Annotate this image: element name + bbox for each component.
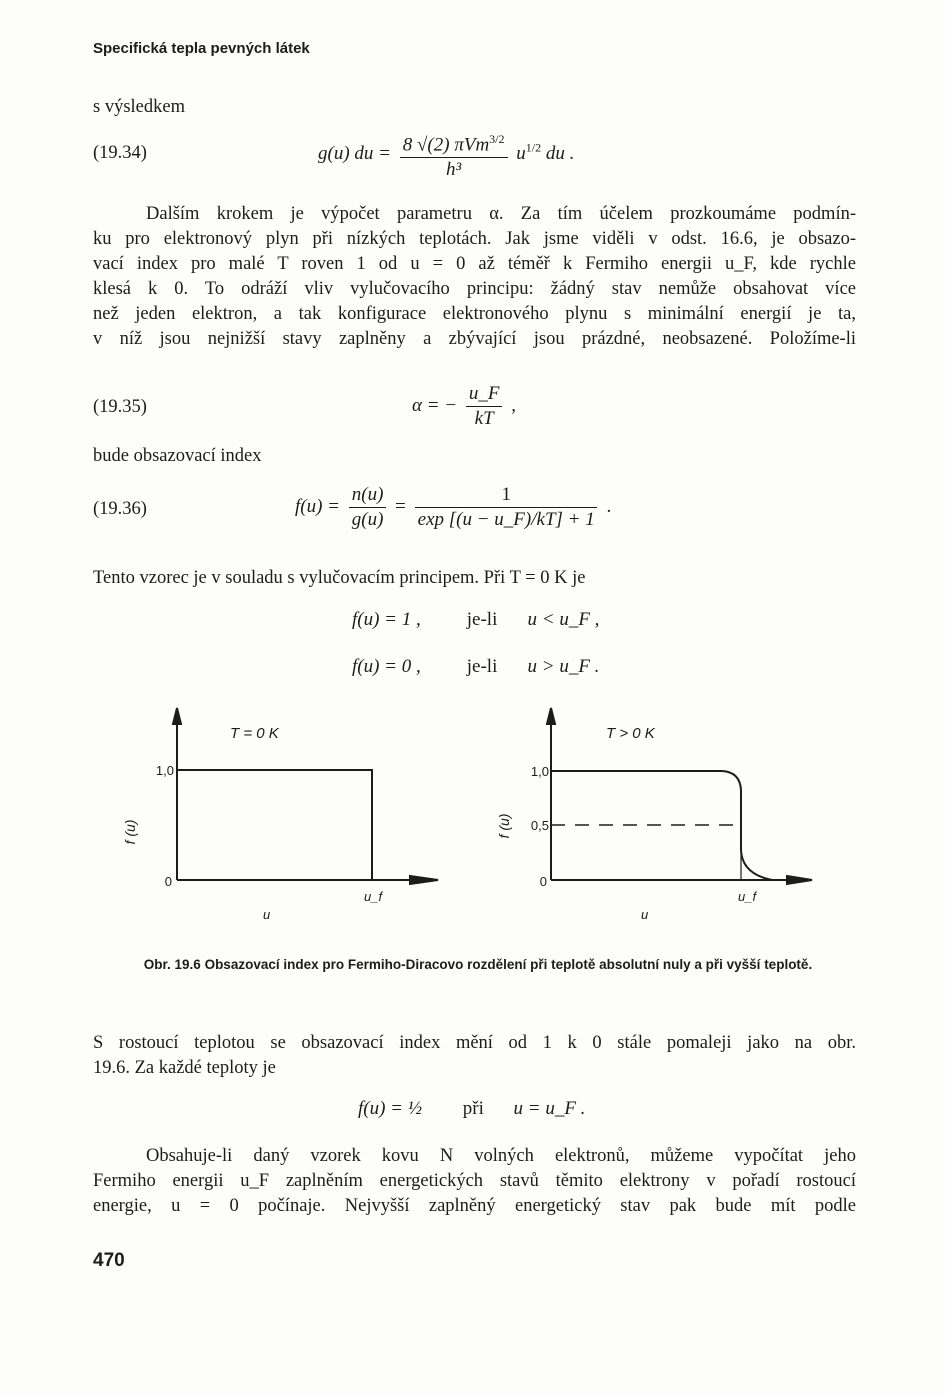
- intro-line: s výsledkem: [93, 97, 185, 117]
- eq-number-19-36: (19.36): [93, 499, 147, 519]
- right-x-label: u: [641, 907, 649, 922]
- left-x-label: u: [263, 907, 271, 922]
- eq-19-34-num-exponent: 3/2: [489, 132, 505, 146]
- right-x-mark: u_f: [738, 889, 757, 904]
- eq-19-36-equals: =: [395, 495, 406, 517]
- right-x-arrow: [787, 876, 812, 884]
- eq-number-19-35: (19.35): [93, 397, 147, 417]
- eq-19-36-fraction-2: [415, 484, 598, 531]
- eq-19-36-frac1-num: n(u): [349, 484, 387, 508]
- para-3-line: energie, u = 0 počínaje. Nejvyšší zaplněný energetický stav pak bude mít podle: [93, 1196, 856, 1216]
- right-y-arrow: [547, 708, 555, 724]
- eq-19-35-lhs: α = −: [412, 394, 458, 416]
- para-1-line: ku pro elektronový plyn při nízkých teplotách. Jak jsme viděli v odst. 16.6, je obsazo-: [93, 229, 856, 249]
- equation-half: [358, 1098, 585, 1120]
- eq-19-35-denominator: kT: [474, 408, 494, 429]
- page-number: 470: [93, 1250, 125, 1271]
- eq-19-36-lhs: f(u) =: [295, 495, 341, 517]
- figure-caption: Obr. 19.6 Obsazovací index pro Fermiho-Diracovo rozdělení při teplotě absolutní nuly a při vyšší teplotě.: [143, 957, 813, 972]
- right-tick-0: 0: [539, 874, 547, 889]
- right-y-label: f (u): [496, 813, 512, 839]
- eq-half-cond: při: [462, 1098, 484, 1119]
- paragraph-2: [93, 1031, 856, 1081]
- case-1-lhs: f(u) = 1 ,: [352, 609, 421, 630]
- eq-19-36-frac1-den: g(u): [351, 509, 384, 530]
- left-y-arrow: [173, 708, 181, 724]
- eq-half-lhs: f(u) = ½: [358, 1098, 423, 1119]
- eq-19-36-tail: .: [606, 495, 612, 517]
- left-plot: [173, 708, 438, 884]
- eq-19-35-tail: ,: [511, 394, 516, 416]
- eq-half-relation: u = u_F .: [513, 1098, 586, 1119]
- left-y-label: f (u): [122, 819, 138, 845]
- equation-19-36: [295, 484, 611, 531]
- case-1-relation: u < u_F ,: [527, 609, 600, 630]
- eq-number-19-34: (19.34): [93, 143, 147, 163]
- para-1-line: v níž jsou nejnižší stavy zaplněny a zbývající jsou prázdné, neobsazené. Položíme-li: [93, 329, 856, 349]
- left-step-curve: [177, 770, 372, 880]
- paragraph-1: [93, 202, 856, 352]
- left-x-arrow: [410, 876, 438, 884]
- equation-19-34: [318, 128, 574, 181]
- case-2-lhs: f(u) = 0 ,: [352, 656, 421, 677]
- mid-line-1: bude obsazovací index: [93, 446, 262, 466]
- running-header: Specifická tepla pevných látek: [93, 40, 310, 57]
- figure-19-6: [0, 700, 945, 950]
- mid-line-2: Tento vzorec je v souladu s vylučovacím principem. Při T = 0 K je: [93, 568, 586, 588]
- para-3-line: Obsahuje-li daný vzorek kovu N volných elektronů, můžeme vypočítat jeho: [146, 1146, 856, 1166]
- paragraph-3: [93, 1144, 856, 1219]
- eq-19-34-rhs-exponent: 1/2: [525, 140, 542, 155]
- right-plot-title: T > 0 K: [606, 725, 655, 742]
- para-2-line: 19.6. Za každé teploty je: [93, 1058, 276, 1078]
- case-2-cond: je-li: [466, 656, 498, 677]
- eq-19-35-numerator: u_F: [466, 383, 503, 407]
- para-2-line: S rostoucí teplotou se obsazovací index mění od 1 k 0 stále pomaleji jako na obr.: [93, 1033, 856, 1053]
- left-plot-title: T = 0 K: [230, 725, 279, 742]
- para-1-line: Dalším krokem je výpočet parametru α. Za tím účelem prozkoumáme podmín-: [146, 204, 856, 224]
- right-plot: [547, 708, 812, 884]
- case-row-2: [352, 656, 599, 678]
- eq-19-34-fraction: [400, 128, 508, 181]
- para-1-line: vací index pro malé T roven 1 od u = 0 až téměř k Fermiho energii u_F, kde rychle: [93, 254, 856, 274]
- right-tick-1: 1,0: [530, 764, 549, 779]
- para-1-line: než jeden elektron, a tak konfigurace elektronového plynu s minimální energií je ta,: [93, 304, 856, 324]
- equation-19-35: [412, 383, 516, 430]
- right-tick-05: 0,5: [530, 818, 549, 833]
- eq-19-36-fraction-1: [349, 484, 387, 531]
- eq-19-34-numerator: 8 √(2) πVm: [402, 134, 490, 156]
- left-tick-0: 0: [164, 874, 172, 889]
- case-2-relation: u > u_F .: [527, 656, 600, 677]
- left-tick-1: 1,0: [155, 763, 174, 778]
- left-x-mark: u_f: [364, 889, 383, 904]
- eq-19-36-frac2-den: exp [(u − u_F)/kT] + 1: [417, 509, 595, 530]
- case-1-cond: je-li: [466, 609, 498, 630]
- eq-19-34-rhs: u: [516, 143, 526, 165]
- para-1-line: klesá k 0. To odráží vliv vylučovacího principu: žádný stav nemůže obsahovat více: [93, 279, 856, 299]
- case-row-1: [352, 609, 599, 631]
- eq-19-36-frac2-num: 1: [415, 484, 597, 508]
- eq-19-34-denominator: h³: [446, 159, 462, 181]
- eq-19-34-lhs: g(u) du =: [318, 143, 391, 165]
- eq-19-35-fraction: [466, 383, 503, 430]
- para-3-line: Fermiho energii u_F zaplněním energetických stavů těmito elektrony v pořadí rostoucí: [93, 1171, 856, 1191]
- eq-19-34-rhs-tail: du .: [541, 143, 575, 165]
